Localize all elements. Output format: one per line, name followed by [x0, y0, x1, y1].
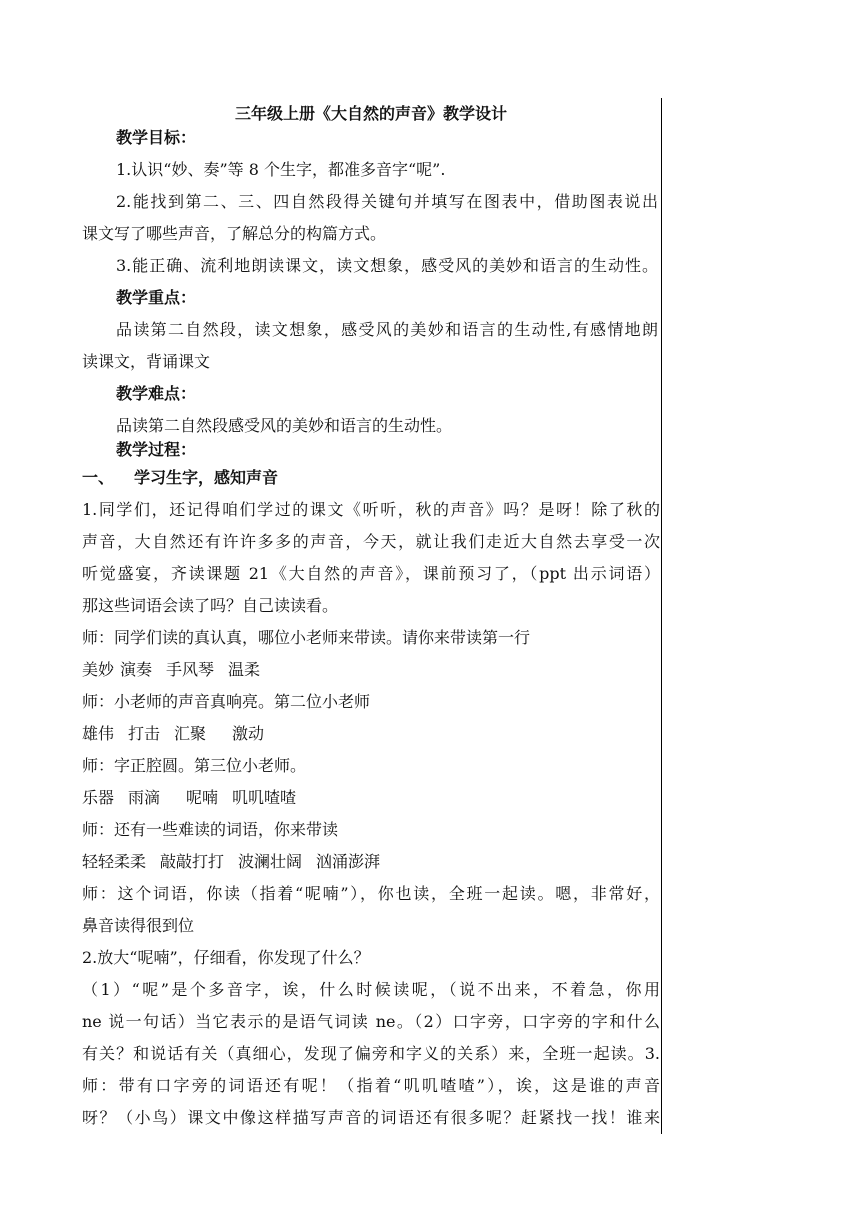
word: 演奏 — [120, 660, 153, 679]
key-points-line-2: 读课文，背诵课文 — [82, 352, 211, 371]
goals-heading: 教学目标： — [116, 128, 197, 147]
p1-line-4: 那这些词语会读了吗？自己读读看。 — [82, 596, 339, 615]
table-border-line — [661, 98, 662, 1134]
word: 呢喃 — [186, 788, 219, 807]
teacher-line-2: 师：小老师的声音真响亮。第二位小老师 — [82, 692, 371, 711]
section-1-heading — [82, 468, 278, 488]
word: 轻轻柔柔 — [82, 852, 147, 871]
word: 美妙 — [82, 660, 115, 679]
process-heading: 教学过程： — [116, 440, 197, 459]
p3-line-5: 呀？（小鸟）课文中像这样描写声音的词语还有很多呢？赶紧找一找！谁来 — [82, 1108, 660, 1127]
word-row-4 — [82, 852, 660, 872]
word-row-3 — [82, 788, 660, 808]
word: 雨滴 — [128, 788, 161, 807]
word: 雄伟 — [82, 724, 115, 743]
word: 敲敲打打 — [160, 852, 225, 871]
p3-line-3: 有关？和说话有关（真细心，发现了偏旁和字义的关系）来，全班一起读。3. — [82, 1044, 660, 1063]
key-points-heading: 教学重点： — [116, 288, 197, 307]
goal-3: 3.能正确、流利地朗读课文，读文想象，感受风的美妙和语言的生动性。 — [116, 256, 658, 275]
p3-line-1: （1）“呢”是个多音字，诶，什么时候读呢，（说不出来，不着急，你用 — [82, 980, 660, 999]
word-row-2 — [82, 724, 660, 744]
word: 乐器 — [82, 788, 115, 807]
goal-1: 1.认识“妙、奏”等 8 个生字，都准多音字“呢”. — [116, 160, 446, 179]
goal-2-line-1: 2.能找到第二、三、四自然段得关键句并填写在图表中，借助图表说出 — [116, 192, 658, 211]
word: 手风琴 — [166, 660, 215, 679]
word-row-1 — [82, 660, 660, 680]
p3-line-4: 师：带有口字旁的词语还有呢！（指着“叽叽喳喳”），诶，这是谁的声音 — [82, 1076, 660, 1095]
word: 打击 — [128, 724, 161, 743]
teacher-line-4: 师：还有一些难读的词语，你来带读 — [82, 820, 339, 839]
page-title: 三年级上册《大自然的声音》教学设计 — [234, 104, 507, 123]
p1-line-1: 1.同学们，还记得咱们学过的课文《听听，秋的声音》吗？是呀！除了秋的 — [82, 500, 660, 519]
key-points-line-1: 品读第二自然段，读文想象，感受风的美妙和语言的生动性,有感情地朗 — [116, 320, 658, 339]
section-1-title: 学习生字，感知声音 — [134, 468, 279, 487]
difficulties-line-1: 品读第二自然段感受风的美妙和语言的生动性。 — [116, 416, 453, 435]
difficulties-heading: 教学难点： — [116, 384, 197, 403]
teacher-line-5a: 师：这个词语，你读（指着“呢喃”），你也读，全班一起读。嗯，非常好， — [82, 884, 660, 903]
word: 汇聚 — [174, 724, 207, 743]
section-1-number: 一、 — [82, 468, 115, 487]
word: 叽叽喳喳 — [232, 788, 297, 807]
teacher-line-3: 师：字正腔圆。第三位小老师。 — [82, 756, 307, 775]
p3-line-2: ne 说一句话）当它表示的是语气词读 ne。（2）口字旁，口字旁的字和什么 — [82, 1012, 660, 1031]
p2-line: 2.放大“呢喃”，仔细看，你发现了什么？ — [82, 948, 370, 967]
word: 激动 — [232, 724, 265, 743]
goal-2-line-2: 课文写了哪些声音，了解总分的构篇方式。 — [82, 224, 387, 243]
word: 汹涌澎湃 — [316, 852, 381, 871]
word: 温柔 — [228, 660, 261, 679]
p1-line-3: 听觉盛宴，齐读课题 21《大自然的声音》，课前预习了，（ppt 出示词语） — [82, 564, 660, 583]
teacher-line-1: 师：同学们读的真认真，哪位小老师来带读。请你来带读第一行 — [82, 628, 531, 647]
p1-line-2: 声音，大自然还有许许多多的声音，今天，就让我们走近大自然去享受一次 — [82, 532, 660, 551]
teacher-line-5b: 鼻音读得很到位 — [82, 916, 195, 935]
word: 波澜壮阔 — [238, 852, 303, 871]
